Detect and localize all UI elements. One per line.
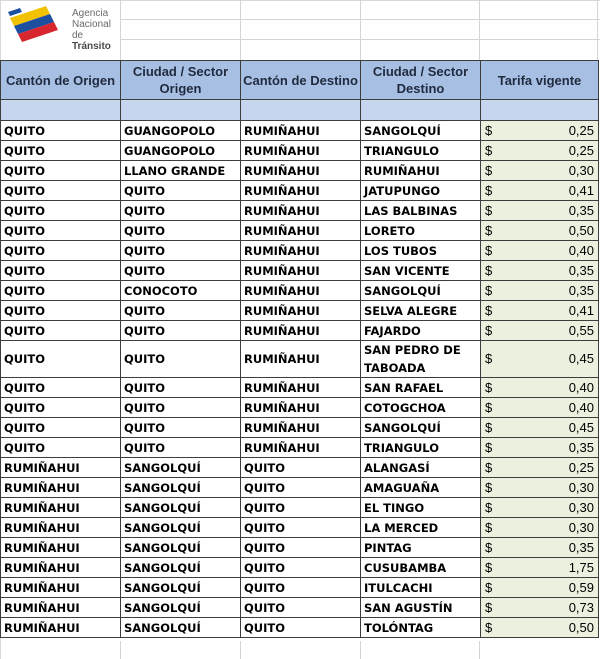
table-row <box>1 241 599 261</box>
cell-sector-origen[interactable]: SANGOLQUÍ <box>121 598 241 618</box>
tarifa-amount: 0,30 <box>568 162 594 178</box>
cell-tarifa[interactable] <box>481 121 599 141</box>
tarifa-amount: 0,50 <box>568 619 594 635</box>
cell-canton-destino[interactable]: RUMIÑAHUI <box>241 181 361 201</box>
cell-canton-destino[interactable]: RUMIÑAHUI <box>241 418 361 438</box>
cell-sector-destino[interactable]: LAS BALBINAS <box>361 201 481 221</box>
cell-tarifa[interactable] <box>481 341 599 378</box>
currency-symbol: $ <box>485 142 493 158</box>
table-row <box>1 598 599 618</box>
table-row <box>1 578 599 598</box>
currency-symbol: $ <box>485 182 493 198</box>
cell-tarifa[interactable] <box>481 241 599 261</box>
cell-sector-destino[interactable]: COTOGCHOA <box>361 398 481 418</box>
cell-canton-destino[interactable]: QUITO <box>241 478 361 498</box>
cell-sector-destino[interactable]: JATUPUNGO <box>361 181 481 201</box>
cell-sector-origen[interactable]: SANGOLQUÍ <box>121 558 241 578</box>
header-tarifa-vigente[interactable]: Tarifa vigente <box>481 61 599 100</box>
cell-canton-destino[interactable]: QUITO <box>241 498 361 518</box>
cell-canton-origen[interactable]: QUITO <box>1 261 121 281</box>
grid-line <box>479 0 480 60</box>
tarifa-amount: 0,40 <box>568 242 594 258</box>
cell-sector-destino[interactable]: TOLÓNTAG <box>361 618 481 638</box>
cell-tarifa[interactable] <box>481 281 599 301</box>
logo-line-2: Nacional <box>72 19 111 30</box>
cell-sector-destino[interactable]: SANGOLQUÍ <box>361 121 481 141</box>
cell-tarifa[interactable] <box>481 201 599 221</box>
grid-line <box>120 0 121 60</box>
cell-sector-origen[interactable]: SANGOLQUÍ <box>121 518 241 538</box>
blank-cell[interactable] <box>361 100 481 121</box>
cell-sector-destino[interactable]: SANGOLQUÍ <box>361 281 481 301</box>
tarifa-amount: 0,40 <box>568 379 594 395</box>
grid-line <box>120 39 600 40</box>
cell-sector-origen[interactable]: SANGOLQUÍ <box>121 498 241 518</box>
currency-symbol: $ <box>485 519 493 535</box>
table-row <box>1 558 599 578</box>
cell-canton-destino[interactable]: RUMIÑAHUI <box>241 121 361 141</box>
cell-sector-origen[interactable]: SANGOLQUÍ <box>121 578 241 598</box>
table-row <box>1 161 599 181</box>
currency-symbol: $ <box>485 222 493 238</box>
cell-canton-origen[interactable]: RUMIÑAHUI <box>1 558 121 578</box>
cell-canton-origen[interactable]: QUITO <box>1 221 121 241</box>
cell-sector-destino[interactable]: RUMIÑAHUI <box>361 161 481 181</box>
cell-sector-destino[interactable]: SAN RAFAEL <box>361 378 481 398</box>
table-row <box>1 321 599 341</box>
tarifa-amount: 0,35 <box>568 439 594 455</box>
logo-line-3 <box>72 30 116 52</box>
table-row <box>1 301 599 321</box>
cell-canton-origen[interactable]: QUITO <box>1 201 121 221</box>
cell-sector-origen[interactable]: GUANGOPOLO <box>121 121 241 141</box>
cell-sector-destino[interactable]: SANGOLQUÍ <box>361 418 481 438</box>
cell-sector-origen[interactable]: QUITO <box>121 201 241 221</box>
cell-sector-origen[interactable]: QUITO <box>121 321 241 341</box>
currency-symbol: $ <box>485 579 493 595</box>
cell-sector-origen[interactable]: CONOCOTO <box>121 281 241 301</box>
cell-tarifa[interactable] <box>481 478 599 498</box>
logo-line-1: Agencia <box>72 8 109 19</box>
cell-canton-destino[interactable]: RUMIÑAHUI <box>241 341 361 378</box>
blank-cell[interactable] <box>121 100 241 121</box>
cell-sector-destino[interactable]: SAN AGUSTÍN <box>361 598 481 618</box>
cell-canton-origen[interactable]: QUITO <box>1 141 121 161</box>
cell-canton-origen[interactable]: RUMIÑAHUI <box>1 498 121 518</box>
cell-sector-origen[interactable]: QUITO <box>121 221 241 241</box>
currency-symbol: $ <box>485 419 493 435</box>
cell-canton-destino[interactable]: RUMIÑAHUI <box>241 398 361 418</box>
currency-symbol: $ <box>485 322 493 338</box>
currency-symbol: $ <box>485 459 493 475</box>
table-row <box>1 418 599 438</box>
cell-sector-destino[interactable]: SAN PEDRO DE TABOADA <box>361 341 481 378</box>
cell-canton-destino[interactable]: RUMIÑAHUI <box>241 321 361 341</box>
cell-tarifa[interactable] <box>481 261 599 281</box>
cell-tarifa[interactable] <box>481 618 599 638</box>
cell-canton-origen[interactable]: RUMIÑAHUI <box>1 538 121 558</box>
cell-sector-origen[interactable]: SANGOLQUÍ <box>121 458 241 478</box>
cell-canton-origen[interactable]: QUITO <box>1 241 121 261</box>
cell-canton-destino[interactable]: RUMIÑAHUI <box>241 241 361 261</box>
cell-sector-origen[interactable]: QUITO <box>121 398 241 418</box>
cell-sector-origen[interactable]: QUITO <box>121 301 241 321</box>
currency-symbol: $ <box>485 559 493 575</box>
cell-sector-destino[interactable]: LA MERCED <box>361 518 481 538</box>
header-canton-destino[interactable]: Cantón de Destino <box>241 61 361 100</box>
cell-canton-origen[interactable]: QUITO <box>1 418 121 438</box>
cell-tarifa[interactable] <box>481 538 599 558</box>
table-row <box>1 121 599 141</box>
tarifa-amount: 0,35 <box>568 282 594 298</box>
blank-cell[interactable] <box>1 100 121 121</box>
cell-canton-destino[interactable]: QUITO <box>241 538 361 558</box>
grid-line <box>597 0 598 60</box>
cell-sector-destino[interactable]: TRIANGULO <box>361 141 481 161</box>
currency-symbol: $ <box>485 282 493 298</box>
cell-tarifa[interactable] <box>481 458 599 478</box>
cell-canton-destino[interactable]: QUITO <box>241 598 361 618</box>
logo-line-3-bold: Tránsito <box>72 41 111 52</box>
cell-tarifa[interactable] <box>481 141 599 161</box>
tarifas-table <box>0 60 599 638</box>
cell-canton-destino[interactable]: RUMIÑAHUI <box>241 221 361 241</box>
tarifa-amount: 0,55 <box>568 322 594 338</box>
cell-canton-origen[interactable]: QUITO <box>1 438 121 458</box>
ant-logo-text <box>72 8 116 52</box>
cell-sector-destino[interactable]: TRIANGULO <box>361 438 481 458</box>
currency-symbol: $ <box>485 262 493 278</box>
table-row <box>1 518 599 538</box>
ant-logo-mark-icon <box>6 4 66 48</box>
currency-symbol: $ <box>485 122 493 138</box>
cell-canton-origen[interactable]: RUMIÑAHUI <box>1 578 121 598</box>
cell-tarifa[interactable] <box>481 221 599 241</box>
cell-canton-destino[interactable]: RUMIÑAHUI <box>241 161 361 181</box>
tarifa-amount: 0,25 <box>568 459 594 475</box>
currency-symbol: $ <box>485 439 493 455</box>
cell-tarifa[interactable] <box>481 301 599 321</box>
currency-symbol: $ <box>485 351 493 366</box>
cell-canton-origen[interactable]: QUITO <box>1 378 121 398</box>
grid-line <box>120 19 600 20</box>
cell-sector-destino[interactable]: LOS TUBOS <box>361 241 481 261</box>
blank-cell[interactable] <box>481 100 599 121</box>
currency-symbol: $ <box>485 619 493 635</box>
tarifa-amount: 0,45 <box>568 419 594 435</box>
cell-canton-destino[interactable]: RUMIÑAHUI <box>241 301 361 321</box>
table-row <box>1 221 599 241</box>
currency-symbol: $ <box>485 539 493 555</box>
blank-subheader-row <box>1 100 599 121</box>
cell-canton-destino[interactable]: QUITO <box>241 578 361 598</box>
cell-sector-destino[interactable]: LORETO <box>361 221 481 241</box>
cell-canton-destino[interactable]: RUMIÑAHUI <box>241 378 361 398</box>
cell-sector-destino[interactable]: ITULCACHI <box>361 578 481 598</box>
cell-sector-origen[interactable]: SANGOLQUÍ <box>121 538 241 558</box>
cell-sector-origen[interactable]: QUITO <box>121 341 241 378</box>
cell-sector-destino[interactable]: PINTAG <box>361 538 481 558</box>
cell-sector-destino[interactable]: SAN VICENTE <box>361 261 481 281</box>
cell-sector-origen[interactable]: QUITO <box>121 438 241 458</box>
tarifa-amount: 0,30 <box>568 519 594 535</box>
cell-tarifa[interactable] <box>481 598 599 618</box>
tarifa-amount: 1,75 <box>568 559 594 575</box>
cell-canton-destino[interactable]: QUITO <box>241 558 361 578</box>
currency-symbol: $ <box>485 379 493 395</box>
table-row <box>1 341 599 378</box>
currency-symbol: $ <box>485 242 493 258</box>
cell-sector-origen[interactable]: SANGOLQUÍ <box>121 618 241 638</box>
cell-canton-origen[interactable]: RUMIÑAHUI <box>1 618 121 638</box>
table-row <box>1 141 599 161</box>
cell-canton-origen[interactable]: QUITO <box>1 321 121 341</box>
currency-symbol: $ <box>485 599 493 615</box>
cell-sector-destino[interactable]: CUSUBAMBA <box>361 558 481 578</box>
cell-canton-destino[interactable]: QUITO <box>241 458 361 478</box>
cell-canton-origen[interactable]: QUITO <box>1 181 121 201</box>
cell-canton-origen[interactable]: QUITO <box>1 121 121 141</box>
cell-sector-origen[interactable]: QUITO <box>121 181 241 201</box>
cell-tarifa[interactable] <box>481 378 599 398</box>
cell-tarifa[interactable] <box>481 398 599 418</box>
cell-canton-destino[interactable]: RUMIÑAHUI <box>241 201 361 221</box>
cell-sector-destino[interactable]: FAJARDO <box>361 321 481 341</box>
cell-canton-origen[interactable]: QUITO <box>1 161 121 181</box>
cell-tarifa[interactable] <box>481 558 599 578</box>
cell-tarifa[interactable] <box>481 578 599 598</box>
table-row <box>1 498 599 518</box>
table-row <box>1 398 599 418</box>
tarifa-amount: 0,40 <box>568 399 594 415</box>
cell-sector-origen[interactable]: GUANGOPOLO <box>121 141 241 161</box>
ant-logo <box>6 4 116 52</box>
cell-canton-origen[interactable]: QUITO <box>1 281 121 301</box>
cell-canton-destino[interactable]: QUITO <box>241 518 361 538</box>
tarifa-amount: 0,45 <box>568 351 594 366</box>
tarifa-amount: 0,50 <box>568 222 594 238</box>
cell-tarifa[interactable] <box>481 418 599 438</box>
cell-canton-origen[interactable]: RUMIÑAHUI <box>1 518 121 538</box>
tarifa-amount: 0,41 <box>568 182 594 198</box>
tarifa-amount: 0,25 <box>568 142 594 158</box>
table-row <box>1 538 599 558</box>
currency-symbol: $ <box>485 302 493 318</box>
grid-line <box>240 0 241 60</box>
cell-sector-origen[interactable]: QUITO <box>121 241 241 261</box>
cell-canton-origen[interactable]: QUITO <box>1 341 121 378</box>
table-row <box>1 478 599 498</box>
cell-canton-origen[interactable]: QUITO <box>1 398 121 418</box>
cell-canton-origen[interactable]: RUMIÑAHUI <box>1 458 121 478</box>
header-row <box>1 61 599 100</box>
cell-sector-origen[interactable]: LLANO GRANDE <box>121 161 241 181</box>
table-row <box>1 438 599 458</box>
tarifa-amount: 0,35 <box>568 539 594 555</box>
cell-canton-origen[interactable]: QUITO <box>1 301 121 321</box>
cell-canton-destino[interactable]: RUMIÑAHUI <box>241 141 361 161</box>
table-row <box>1 618 599 638</box>
tarifa-amount: 0,41 <box>568 302 594 318</box>
cell-tarifa[interactable] <box>481 181 599 201</box>
cell-canton-origen[interactable]: RUMIÑAHUI <box>1 598 121 618</box>
tarifa-amount: 0,35 <box>568 202 594 218</box>
cell-sector-origen[interactable]: QUITO <box>121 378 241 398</box>
cell-sector-destino[interactable]: ALANGASÍ <box>361 458 481 478</box>
table-row <box>1 181 599 201</box>
tarifa-amount: 0,30 <box>568 499 594 515</box>
cell-canton-destino[interactable]: RUMIÑAHUI <box>241 281 361 301</box>
cell-sector-origen[interactable]: QUITO <box>121 418 241 438</box>
header-sector-origen[interactable]: Ciudad / Sector Origen <box>121 61 241 100</box>
cell-sector-destino[interactable]: SELVA ALEGRE <box>361 301 481 321</box>
cell-canton-origen[interactable]: RUMIÑAHUI <box>1 478 121 498</box>
cell-tarifa[interactable] <box>481 498 599 518</box>
grid-line <box>479 641 480 659</box>
table-row <box>1 261 599 281</box>
tarifa-amount: 0,30 <box>568 479 594 495</box>
cell-sector-destino[interactable]: AMAGUAÑA <box>361 478 481 498</box>
header-canton-origen[interactable]: Cantón de Origen <box>1 61 121 100</box>
cell-tarifa[interactable] <box>481 438 599 458</box>
currency-symbol: $ <box>485 202 493 218</box>
tarifa-amount: 0,35 <box>568 262 594 278</box>
cell-tarifa[interactable] <box>481 518 599 538</box>
currency-symbol: $ <box>485 479 493 495</box>
tarifa-amount: 0,59 <box>568 579 594 595</box>
currency-symbol: $ <box>485 399 493 415</box>
grid-line <box>120 641 121 659</box>
table-row <box>1 458 599 478</box>
cell-canton-destino[interactable]: RUMIÑAHUI <box>241 261 361 281</box>
cell-canton-destino[interactable]: RUMIÑAHUI <box>241 438 361 458</box>
currency-symbol: $ <box>485 162 493 178</box>
cell-sector-origen[interactable]: QUITO <box>121 261 241 281</box>
logo-line-3-prefix: de <box>72 30 84 41</box>
currency-symbol: $ <box>485 499 493 515</box>
cell-tarifa[interactable] <box>481 321 599 341</box>
cell-canton-destino[interactable]: QUITO <box>241 618 361 638</box>
tarifa-amount: 0,73 <box>568 599 594 615</box>
table-row <box>1 281 599 301</box>
cell-sector-origen[interactable]: SANGOLQUÍ <box>121 478 241 498</box>
cell-sector-destino[interactable]: EL TINGO <box>361 498 481 518</box>
table-row <box>1 378 599 398</box>
blank-cell[interactable] <box>241 100 361 121</box>
grid-line <box>360 0 361 60</box>
header-sector-destino[interactable]: Ciudad / Sector Destino <box>361 61 481 100</box>
cell-tarifa[interactable] <box>481 161 599 181</box>
grid-line <box>360 641 361 659</box>
tarifa-amount: 0,25 <box>568 122 594 138</box>
grid-line <box>240 641 241 659</box>
table-row <box>1 201 599 221</box>
